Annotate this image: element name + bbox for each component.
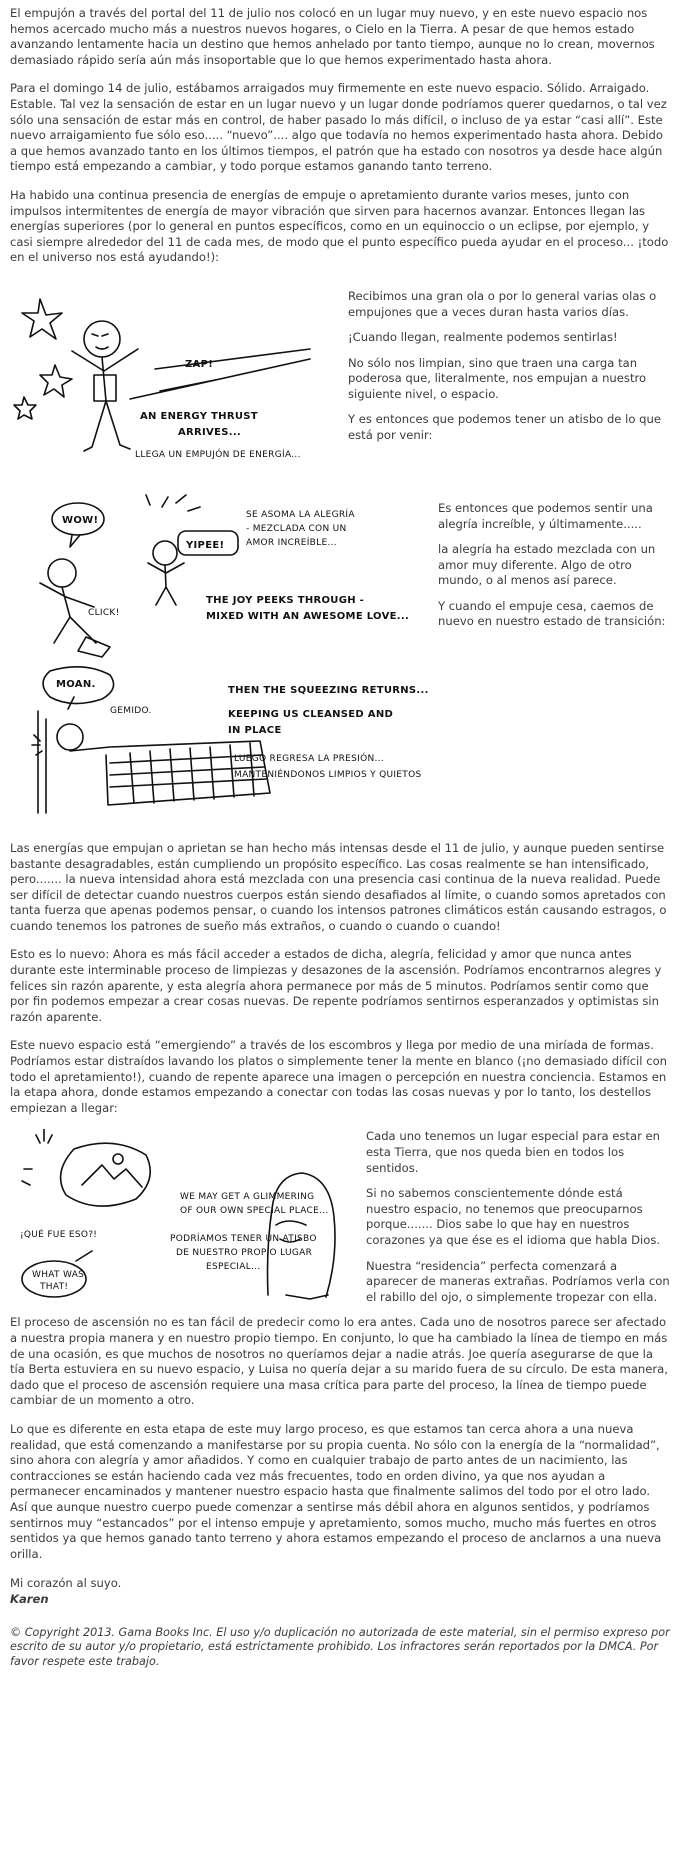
caption-es-line1: SE ASOMA LA ALEGRÍA — [246, 509, 355, 520]
que-fue-eso-label: ¡QUÉ FUE ESO?! — [20, 1230, 98, 1241]
what-was-bubble-line2: THAT! — [40, 1282, 69, 1293]
copyright-notice: © Copyright 2013. Gama Books Inc. El uso y/o duplicación no autorizada de este material, sin el permiso expreso por escrito de su autor y/o propietario, está estrictamente prohibido. Los infractores serán reportados por la DMCA. Por favor respete este trabajo. — [10, 1625, 670, 1669]
signoff: Mi corazón al suyo. — [10, 1576, 122, 1591]
figure1-text — [348, 289, 670, 454]
paragraph: Si no sabemos conscientemente dónde está nuestro espacio, no tenemos que preocuparnos porque....... Dios sabe lo que hay en nuestros corazones ya que ése es el idioma que habla Dios. — [366, 1186, 661, 1247]
paragraph: Las energías que empujan o aprietan se han hecho más intensas desde el 11 de julio, y aunque pueden sentirse bastante desagradables, están cumpliendo un propósito específico. Las cosas realmente se han intensificado, pero....... la nueva intensidad ahora está mezclada con una presencia casi continua de la nueva realidad. Puede ser difícil de detectar cuando nuestros cuerpos están siendo desafiados al límite, o cuando somos apretados con tanta fuerza que apenas podemos pensar, o cuando los intensos patrones climáticos están causando estragos, o cuando tenemos los patrones de sueño más extraños, o cuando o cuando o cuando! — [10, 840, 667, 933]
author-name: Karen — [10, 1591, 49, 1606]
squeezing-illustration — [10, 663, 670, 841]
figure4-text — [366, 1129, 670, 1315]
caption-es-line3: AMOR INCREÍBLE... — [246, 537, 337, 548]
caption-en-line3: IN PLACE — [228, 724, 282, 736]
sfx-label: ZAP! — [185, 358, 214, 370]
caption-en-line1: THE JOY PEEKS THROUGH - — [206, 594, 365, 606]
signature-block — [10, 1576, 670, 1607]
caption-es-line1: LUEGO REGRESA LA PRESIÓN... — [234, 753, 384, 764]
paragraph: El proceso de ascensión no es tan fácil de predecir como lo era antes. Cada uno de nosotros parece ser afectado a nuestra propia manera y en nuestro propio tiempo. En conjunto, lo que ha cambiado la línea de tiempo en más de una ocasión, es que muchos de nosotros no queríamos dejar a nadie atrás. Joe quería asegurarse de que la tía Berta estuviera en su nuevo espacio, y Luisa no quería dejar a su marido fuera de su círculo. De esta manera, dado que el proceso de ascensión requiere una masa crítica para parte del proceso, la línea de tiempo puede cambiar de un momento a otro. — [10, 1315, 668, 1408]
energy-thrust-illustration — [10, 279, 340, 487]
caption-es-line2: DE NUESTRO PROPIO LUGAR — [176, 1248, 313, 1259]
caption-en-line2: OF OUR OWN SPECIAL PLACE... — [180, 1206, 329, 1217]
caption-en-line2: KEEPING US CLEANSED AND — [228, 708, 394, 720]
paragraph: Es entonces que podemos sentir una alegría increíble, y últimamente..... — [438, 500, 653, 531]
paragraph: Esto es lo nuevo: Ahora es más fácil acceder a estados de dicha, alegría, felicidad y amor que nunca antes durante este interminable proceso de limpiezas y desazones de la ascensión. Podríamos encontrarnos alegres y felices sin razón aparente, y esta alegría ahora permanece por más de 5 minutos. Podríamos sentir como que por fin podemos empezar a crear cosas nuevas. De repente podríamos sentirnos esperanzados y optimistas sin razón aparente. — [10, 947, 662, 1024]
yipee-bubble: YIPEE! — [186, 539, 225, 551]
paragraph: No sólo nos limpian, sino que traen una carga tan poderosa que, literalmente, nos empujan a nuestro siguiente nivel, o espacio. — [348, 355, 647, 401]
what-was-bubble-line1: WHAT WAS — [32, 1270, 85, 1281]
article — [10, 6, 670, 1683]
caption-es-line2: MANTENIÉNDONOS LIMPIOS Y QUIETOS — [234, 769, 422, 780]
paragraph: Recibimos una gran ola o por lo general varias olas o empujones que a veces duran hasta varios días. — [348, 288, 657, 319]
moan-bubble: MOAN. — [56, 678, 96, 690]
gemido-label: GEMIDO. — [110, 705, 152, 716]
special-place-illustration — [10, 1129, 360, 1315]
figure2-text — [438, 501, 670, 640]
caption-es-line2: - MEZCLADA CON UN — [246, 523, 347, 534]
paragraph: Ha habido una continua presencia de energías de empuje o apretamiento durante varios meses, junto con impulsos intermitentes de energía de mayor vibración que sirven para hacernos avanzar. Entonces llegan las energías superiores (por lo general en puntos específicos, como en un equinoccio o un eclipse, por ejemplo, y casi siempre alrededor del 11 de cada mes, de modo que el punto específico pueda ayudar en el proceso... ¡todo en el universo nos está ayudando!): — [10, 187, 669, 265]
figure-special-place — [10, 1129, 670, 1315]
paragraph: Nuestra “residencia” perfecta comenzará a aparecer de maneras extrañas. Podríamos verla con el rabillo del ojo, o simplemente tropezar con ella. — [366, 1258, 670, 1304]
paragraph: Y cuando el empuje cesa, caemos de nuevo en nuestro estado de transición: — [438, 598, 666, 629]
caption-en-line1: WE MAY GET A GLIMMERING — [180, 1192, 315, 1203]
closing-text — [10, 1315, 670, 1562]
caption-en-line2: ARRIVES... — [178, 426, 242, 438]
sfx-click: CLICK! — [88, 607, 120, 618]
figure-energy-thrust — [10, 279, 670, 487]
wow-bubble: WOW! — [62, 514, 99, 526]
caption-en-line1: THEN THE SQUEEZING RETURNS... — [228, 684, 429, 696]
caption-es: LLEGA UN EMPUJÓN DE ENERGÍA... — [135, 449, 301, 460]
paragraph: Y es entonces que podemos tener un atisbo de lo que está por venir: — [348, 412, 661, 443]
middle-text — [10, 841, 670, 1117]
paragraph: la alegría ha estado mezclada con un amor muy diferente. Algo de otro mundo, o al menos así parece. — [438, 542, 656, 588]
paragraph: Lo que es diferente en esta etapa de este muy largo proceso, es que estamos tan cerca ahora a una nueva realidad, que está comenzando a manifestarse por su propia cuenta. No sólo con la energía de la “normalidad”, sino ahora con alegría y amor añadidos. Y como en cualquier trabajo de parto antes de un nacimiento, las contracciones se están haciendo cada vez más frecuentes, todo en orden divino, ya que nos ayudan a permanecer encaminados y mantener nuestro espacio hasta que finalmente salimos del todo por el otro lado. Así que aunque nuestro cuerpo puede comenzar a sentirse más débil ahora en algunos sentidos, y podríamos sentirnos muy “estancados” por el intenso empuje y apretamiento, somos mucho, mucho más fuertes en otros sentidos ya que hemos ganado tanto terreno y ahora estamos empezando el proceso de anclarnos a una nueva orilla. — [10, 1421, 662, 1561]
caption-en-line1: AN ENERGY THRUST — [140, 410, 258, 422]
figure-squeezing — [10, 663, 670, 841]
paragraph: El empujón a través del portal del 11 de julio nos colocó en un lugar muy nuevo, y en este nuevo espacio nos hemos acercado mucho más a nuestros nuevos hogares, o Cielo en la Tierra. A pesar de que hemos estado avanzando lentamente hacia un destino que hemos anhelado por tanto tiempo, aunque no lo crean, movernos demasiado rápido sería aún más insoportable que lo que hemos experimentado hasta ahora. — [10, 6, 655, 67]
figure-joy — [10, 487, 670, 663]
joy-illustration — [10, 487, 430, 663]
paragraph: Para el domingo 14 de julio, estábamos arraigados muy firmemente en este nuevo espacio. Sólido. Arraigado. Estable. Tal vez la sensación de estar en un lugar nuevo y un lugar donde podríamos querer quedarnos, o tal vez sólo una sensación de estar más en control, de haber pasado lo más difícil, o incluso de ya estar “casi allí”. Este nuevo arraigamiento fue sólo eso..... “nuevo”.... algo que todavía no hemos experimentado hasta ahora. Debido a que hemos avanzado tanto en los últimos tiempos, el patrón que ha estado con nosotros ya desde hace algún tiempo está empezando a cambiar, y todo porque estamos ganando tanto terreno. — [10, 81, 667, 174]
paragraph: ¡Cuando llegan, realmente podemos sentirlas! — [348, 330, 618, 345]
intro-text — [10, 6, 670, 266]
caption-en-line2: MIXED WITH AN AWESOME LOVE... — [206, 610, 410, 622]
paragraph: Cada uno tenemos un lugar especial para estar en esta Tierra, que nos queda bien en todos los sentidos. — [366, 1129, 661, 1175]
paragraph: Este nuevo espacio está “emergiendo” a través de los escombros y llega por medio de una miríada de formas. Podríamos estar distraídos lavando los platos o simplemente tener la mente en blanco (¡no demasiado difícil con todo el apretamiento!), cuando de repente aparece una imagen o percepción en nuestra conciencia. Estamos en la etapa ahora, donde estamos empezando a conectar con todas las cosas nuevas y por lo tanto, los destellos empiezan a llegar: — [10, 1038, 668, 1115]
caption-es-line3: ESPECIAL... — [206, 1262, 261, 1273]
caption-es-line1: PODRÍAMOS TENER UN ATISBO — [170, 1234, 317, 1245]
